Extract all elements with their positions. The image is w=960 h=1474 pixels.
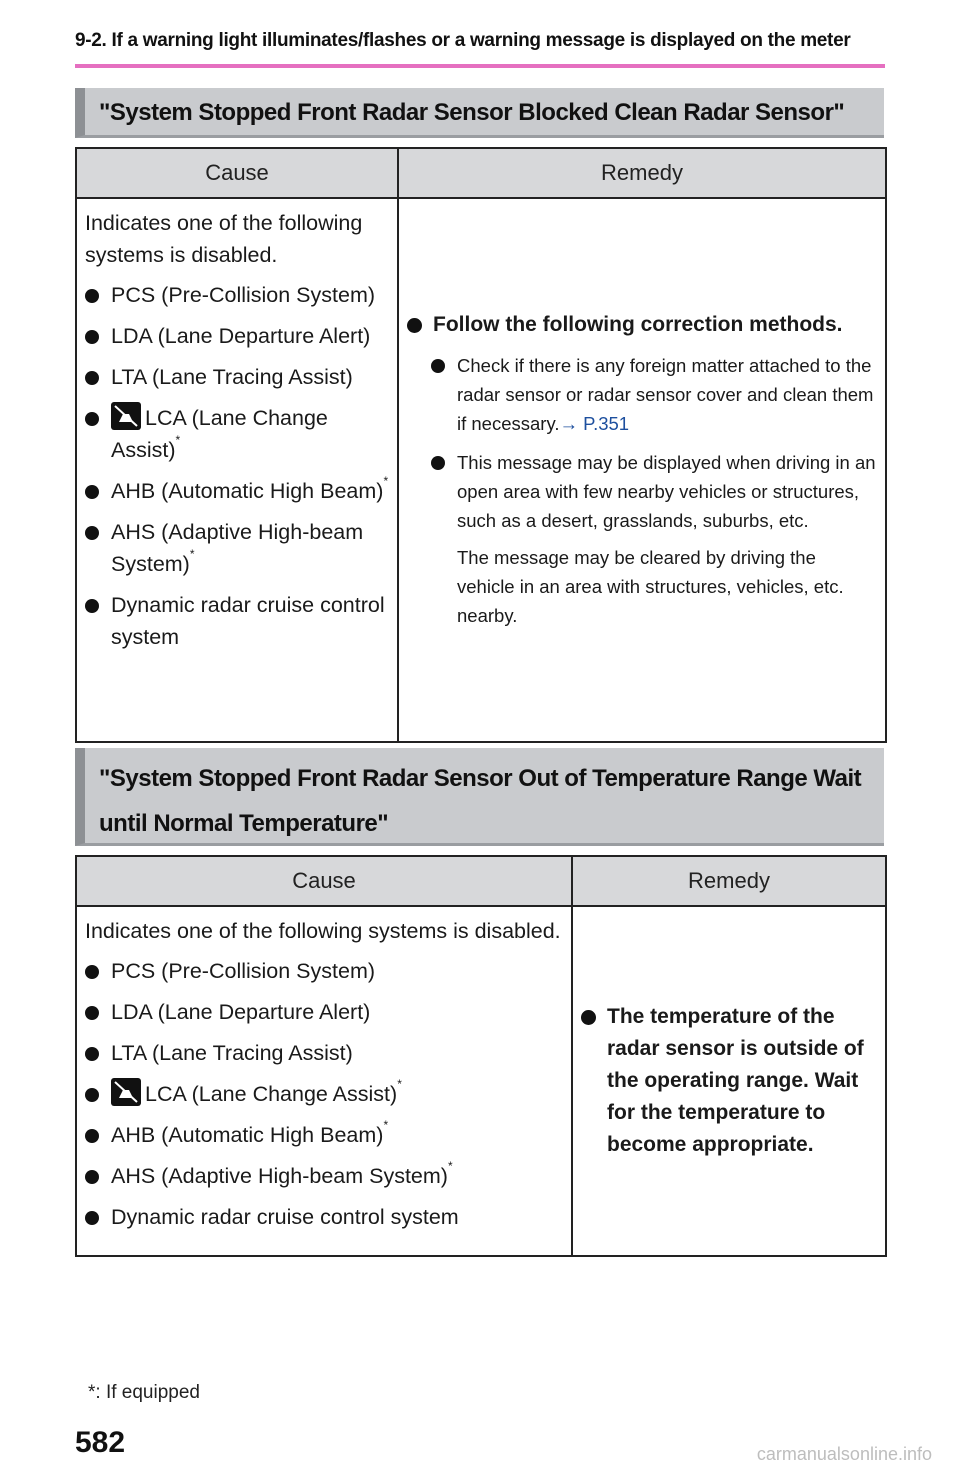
remedy-main: Follow the following correction methods. <box>407 309 877 341</box>
section1-heading: "System Stopped Front Radar Sensor Blocked Clean Radar Sensor" <box>75 88 884 138</box>
list-item: LDA (Lane Departure Alert) <box>85 996 563 1028</box>
watermark: carmanualsonline.info <box>756 1444 932 1464</box>
bullet-icon <box>85 599 99 613</box>
section2-heading: "System Stopped Front Radar Sensor Out of Temperature Range Wait until Normal Temperature" <box>75 748 884 846</box>
bullet-icon <box>85 526 99 540</box>
bullet-icon <box>85 1047 99 1061</box>
lca-icon <box>111 1078 141 1106</box>
remedy-note: The message may be cleared by driving the vehicle in an area with structures, vehicles, etc. nearby. <box>457 547 844 626</box>
bullet-icon <box>581 1010 596 1025</box>
bullet-icon <box>85 1211 99 1225</box>
list-item: Dynamic radar cruise control system <box>85 589 389 653</box>
bullet-icon <box>407 318 422 333</box>
remedy-sub-item: This message may be displayed when driving in an open area with few nearby vehicles or structures, such as a desert, grasslands, suburbs, etc. <box>407 448 877 535</box>
page-header-title: 9-2. If a warning light illuminates/flashes or a warning message is displayed on the meter <box>75 30 851 51</box>
list-item: AHB (Automatic High Beam)* <box>85 475 389 507</box>
lca-icon <box>111 402 141 430</box>
bullet-icon <box>85 330 99 344</box>
header-rule <box>75 64 885 68</box>
cause-cell <box>76 198 398 742</box>
list-item: LTA (Lane Tracing Assist) <box>85 361 389 393</box>
footnote: *: If equipped <box>88 1382 200 1403</box>
bullet-icon <box>85 1129 99 1143</box>
col-cause: Cause <box>76 148 398 198</box>
remedy-cell <box>572 906 886 1256</box>
bullet-icon <box>85 371 99 385</box>
page-reference-link[interactable]: → P.351 <box>559 413 630 434</box>
cause-intro: Indicates one of the following systems is disabled. <box>85 919 561 943</box>
bullet-icon <box>85 485 99 499</box>
cause-intro: Indicates one of the following systems is disabled. <box>85 211 363 267</box>
section1-table <box>75 147 887 743</box>
list-item: AHS (Adaptive High-beam System)* <box>85 1160 563 1192</box>
list-item: LDA (Lane Departure Alert) <box>85 320 389 352</box>
list-item: LTA (Lane Tracing Assist) <box>85 1037 563 1069</box>
list-item: Dynamic radar cruise control system <box>85 1201 563 1233</box>
list-item: LCA (Lane Change Assist)* <box>85 1078 563 1110</box>
section2-table <box>75 855 887 1257</box>
col-cause: Cause <box>76 856 572 906</box>
col-remedy: Remedy <box>398 148 886 198</box>
remedy-main: The temperature of the radar sensor is outside of the operating range. Wait for the temperature to become appropriate. <box>581 1001 877 1161</box>
list-item: AHB (Automatic High Beam)* <box>85 1119 563 1151</box>
bullet-icon <box>431 456 445 470</box>
col-remedy: Remedy <box>572 856 886 906</box>
list-item: AHS (Adaptive High-beam System)* <box>85 516 389 580</box>
bullet-icon <box>85 965 99 979</box>
list-item: PCS (Pre-Collision System) <box>85 955 563 987</box>
list-item: LCA (Lane Change Assist)* <box>85 402 389 466</box>
bullet-icon <box>431 359 445 373</box>
cause-cell <box>76 906 572 1256</box>
remedy-cell <box>398 198 886 742</box>
bullet-icon <box>85 1088 99 1102</box>
bullet-icon <box>85 1006 99 1020</box>
bullet-icon <box>85 289 99 303</box>
bullet-icon <box>85 412 99 426</box>
page-number: 582 <box>75 1426 126 1459</box>
list-item: PCS (Pre-Collision System) <box>85 279 389 311</box>
bullet-icon <box>85 1170 99 1184</box>
remedy-sub-item: Check if there is any foreign matter attached to the radar sensor or radar sensor cover and clean them if necessary.→ P.351 <box>407 351 877 438</box>
